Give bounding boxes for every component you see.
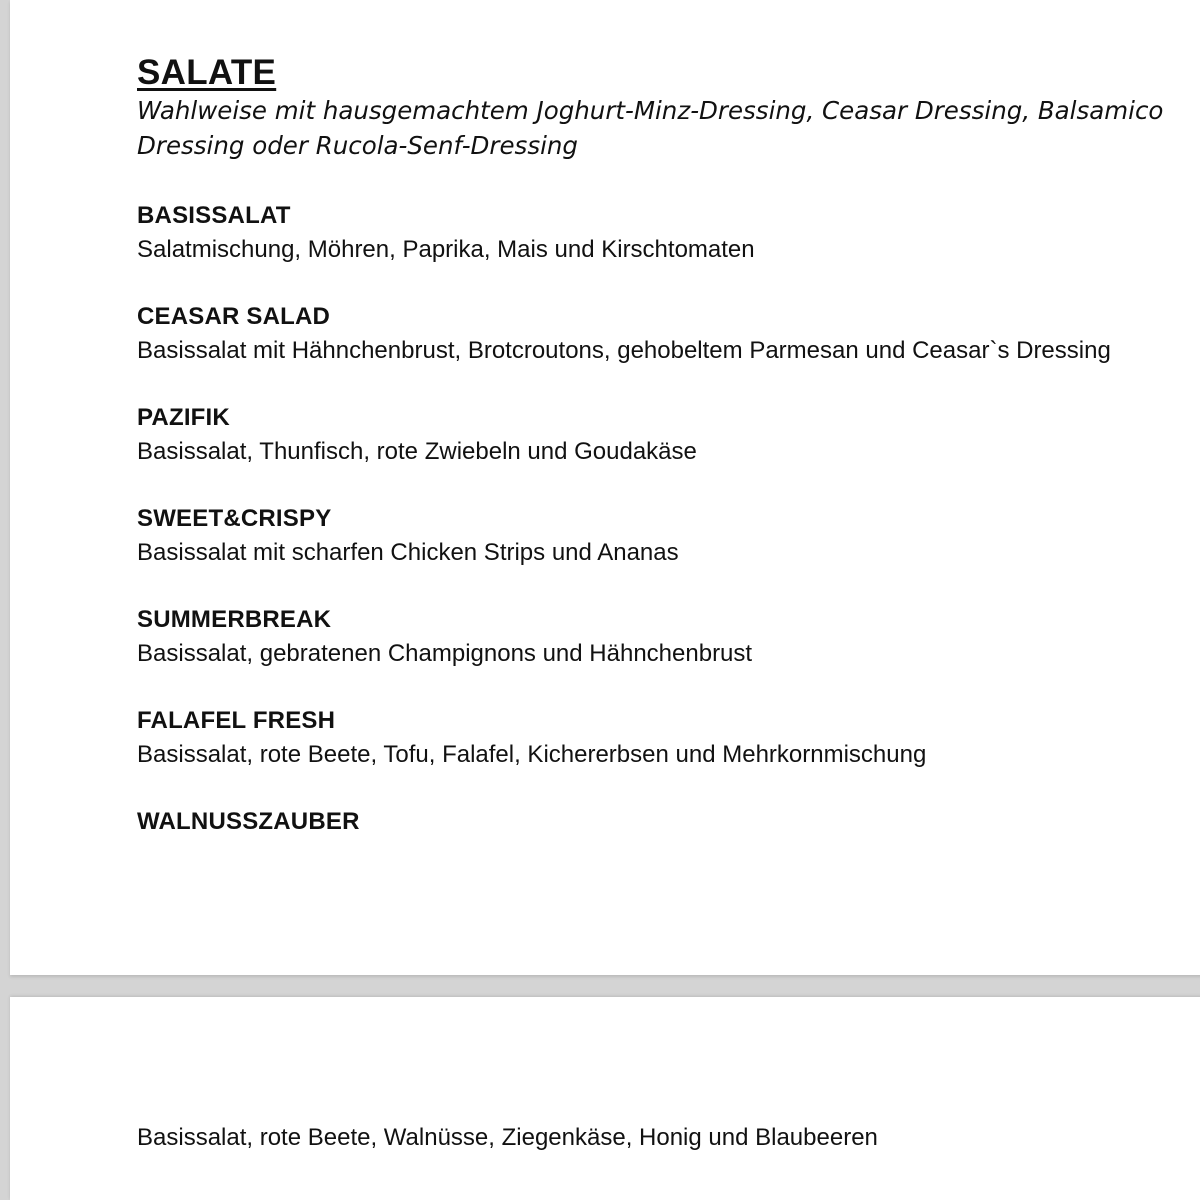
menu-item — [137, 808, 1200, 909]
menu-item-description: Salatmischung, Möhren, Paprika, Mais und Kirschtomaten — [137, 236, 755, 263]
menu-item — [137, 202, 1200, 303]
menu-item-name: SWEET&CRISPY — [137, 505, 332, 532]
menu-item-name: WALNUSSZAUBER — [137, 808, 360, 835]
menu-item — [137, 707, 1200, 808]
document-page-1 — [10, 0, 1200, 975]
menu-item — [137, 606, 1200, 707]
menu-item — [137, 303, 1200, 404]
menu-item-description: Basissalat, Thunfisch, rote Zwiebeln und Goudakäse — [137, 438, 697, 465]
menu-item-description-continued: Basissalat, rote Beete, Walnüsse, Ziegenkäse, Honig und Blaubeeren — [137, 1124, 878, 1151]
page-content — [137, 53, 1200, 909]
menu-item-description: Basissalat, gebratenen Champignons und Hähnchenbrust — [137, 640, 753, 667]
menu-item — [137, 505, 1200, 606]
document-page-2 — [10, 997, 1200, 1200]
menu-item-list — [137, 202, 1200, 909]
section-title: SALATE — [137, 53, 277, 92]
subtitle-line-1: Wahlweise mit hausgemachtem Joghurt-Minz-Dressing, Ceasar Dressing, Balsamico — [137, 96, 1164, 125]
menu-item-description: Basissalat, rote Beete, Tofu, Falafel, Kichererbsen und Mehrkornmischung — [137, 741, 927, 768]
menu-item-description: Basissalat mit Hähnchenbrust, Brotcroutons, gehobeltem Parmesan und Ceasar`s Dressing — [137, 337, 1111, 364]
menu-item-description: Basissalat mit scharfen Chicken Strips und Ananas — [137, 539, 679, 566]
menu-item-name: CEASAR SALAD — [137, 303, 331, 330]
menu-item-name: PAZIFIK — [137, 404, 230, 431]
subtitle-line-2: Dressing oder Rucola-Senf-Dressing — [137, 131, 578, 160]
menu-item-name: SUMMERBREAK — [137, 606, 332, 633]
page-content — [137, 1124, 1200, 1152]
section-subtitle — [137, 93, 1200, 163]
menu-item-name: FALAFEL FRESH — [137, 707, 336, 734]
menu-item — [137, 404, 1200, 505]
menu-item-name: BASISSALAT — [137, 202, 291, 229]
